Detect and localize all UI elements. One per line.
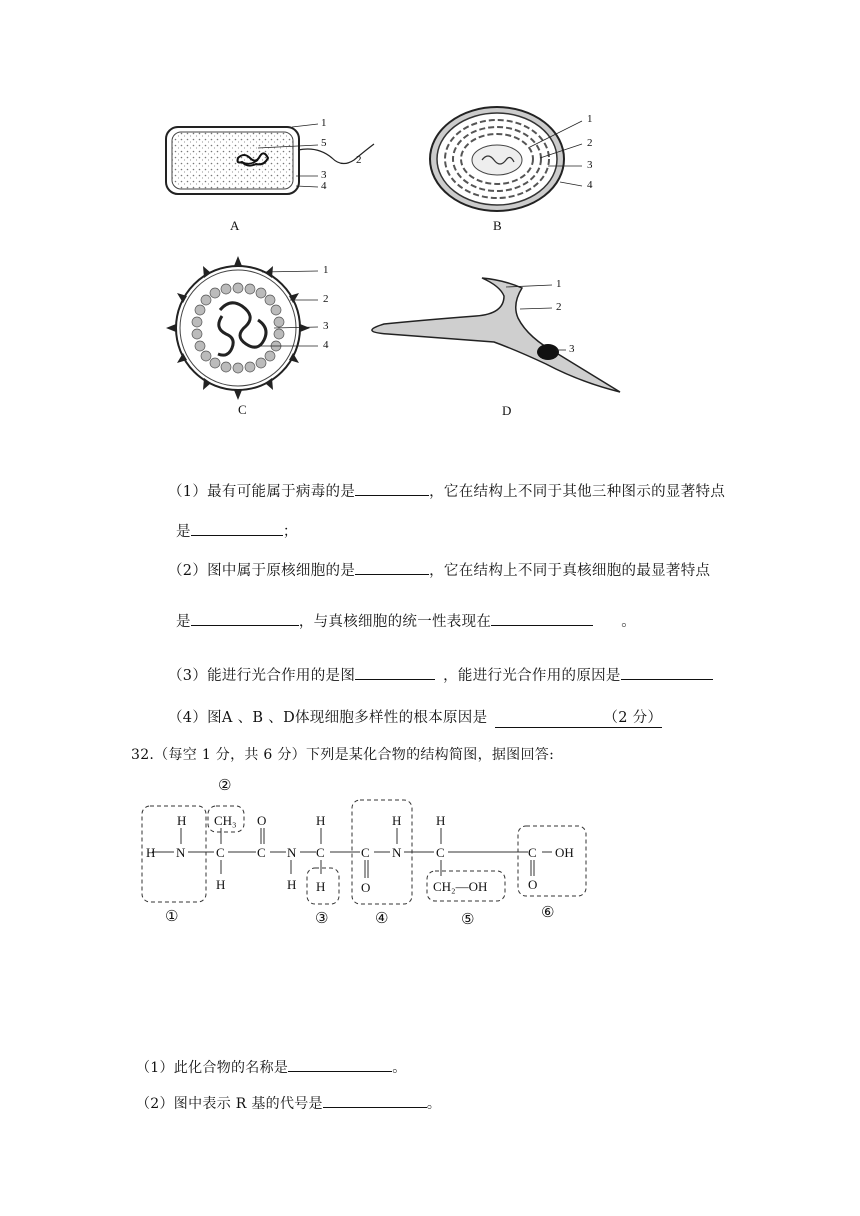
group-label-1: ① [165,907,179,925]
atom-h-4: H [287,877,297,892]
a-label-2: 2 [356,154,362,166]
q32-1-text-a: （1）此化合物的名称是 [136,1060,289,1076]
group-label-5: ⑤ [461,910,475,928]
atom-h-8: H [436,813,446,828]
atom-o-2: O [361,880,371,895]
atom-h-1: H [177,813,187,828]
a-label-4: 4 [321,180,327,192]
q32-2-text-b: 。 [426,1096,442,1112]
cell-a-bacterium [166,124,374,194]
q31-1-text-b: ，它在结构上不同于其他三种图示的显著特点 [429,484,726,500]
peptide-structure [0,770,860,940]
c-label-1: 1 [323,264,329,276]
b-label-2: 2 [587,137,593,149]
atom-n-1: N [176,845,186,860]
q31-2-line1 [168,559,710,580]
q32-1-line [136,1057,407,1077]
group-label-4: ④ [375,909,389,927]
atom-h-7: H [392,813,402,828]
a-label-3: 3 [321,169,327,181]
atom-o-3: O [528,877,538,892]
q31-4-line [168,706,662,728]
q31-1-blank-2[interactable] [191,521,283,536]
cell-c-virus [166,256,318,400]
q32-2-line [136,1093,441,1113]
atom-n-3: N [392,845,402,860]
b-label-1: 1 [587,113,593,125]
cell-figure [0,0,860,430]
q31-2-text-a: （2）图中属于原核细胞的是 [168,563,356,579]
b-label-4: 4 [587,179,593,191]
c-label-2: 2 [323,293,329,305]
d-label-2: 2 [556,301,562,313]
atom-n-2: N [287,845,297,860]
atom-ch3: CH₃ [214,813,237,828]
atom-c-4: C [361,845,370,860]
d-label-1: 1 [556,278,562,290]
q31-3-line [168,664,713,685]
q31-1-blank-1[interactable] [355,481,429,496]
atom-ch2oh: CH₂—OH [433,879,488,894]
panel-label-a: A [230,218,240,233]
cell-d-elongated [372,278,620,392]
q31-1-line1 [168,480,725,501]
q31-3-text-b: ，能进行光合作用的原因是 [443,668,621,684]
q31-2-blank-1[interactable] [355,560,429,575]
q31-2-blank-3[interactable] [491,611,593,626]
q32-header: 32.（每空 1 分，共 6 分）下列是某化合物的结构简图，据图回答: [131,747,555,763]
atom-c-5: C [436,845,445,860]
q31-2-text-c: 是 [176,614,191,630]
q31-2-blank-2[interactable] [191,611,299,626]
q31-2-text-d: ，与真核细胞的统一性表现在 [298,614,492,630]
atom-c-1: C [216,845,225,860]
atom-c-3: C [316,845,325,860]
q31-4-score: （2 分） [603,710,663,726]
atom-h-5: H [316,813,326,828]
panel-label-b: B [493,218,502,233]
q31-1-line2 [176,520,298,541]
q31-1-text-a: （1）最有可能属于病毒的是 [168,484,356,500]
q31-1-text-c: 是 [176,524,191,540]
d-label-3: 3 [569,343,575,355]
q31-3-blank-1[interactable] [355,665,435,680]
atom-c-6: C [528,845,537,860]
atom-h-6: H [316,879,326,894]
cell-b-plant [430,107,582,211]
atom-oh: OH [555,845,574,860]
q32-1-blank[interactable] [288,1057,392,1072]
group-label-6: ⑥ [541,903,555,921]
c-label-3: 3 [323,320,329,332]
q32-1-text-b: 。 [392,1060,407,1076]
q31-2-text-e: 。 [621,614,637,630]
atom-h-2: H [146,845,156,860]
a-label-5: 5 [321,137,327,149]
a-label-1: 1 [321,117,327,129]
q31-3-blank-2[interactable] [621,665,713,680]
q32-2-blank[interactable] [323,1093,427,1108]
group-label-2: ② [218,776,232,794]
b-label-3: 3 [587,159,593,171]
q31-2-line2 [176,610,636,631]
q32-2-text-a: （2）图中表示 R 基的代号是 [136,1096,323,1112]
q31-3-text-a: （3）能进行光合作用的是图 [168,668,356,684]
c-label-4: 4 [323,339,329,351]
panel-label-d: D [502,403,512,418]
atom-h-3: H [216,877,226,892]
atom-o-1: O [257,813,267,828]
panel-label-c: C [238,402,247,417]
atom-c-2: C [257,845,266,860]
q31-2-text-b: ，它在结构上不同于真核细胞的最显著特点 [429,563,711,579]
q31-4-text-a: （4）图A 、B 、D体现细胞多样性的根本原因是 [168,710,488,726]
group-label-3: ③ [315,909,329,927]
q31-1-text-d: ； [282,524,298,540]
